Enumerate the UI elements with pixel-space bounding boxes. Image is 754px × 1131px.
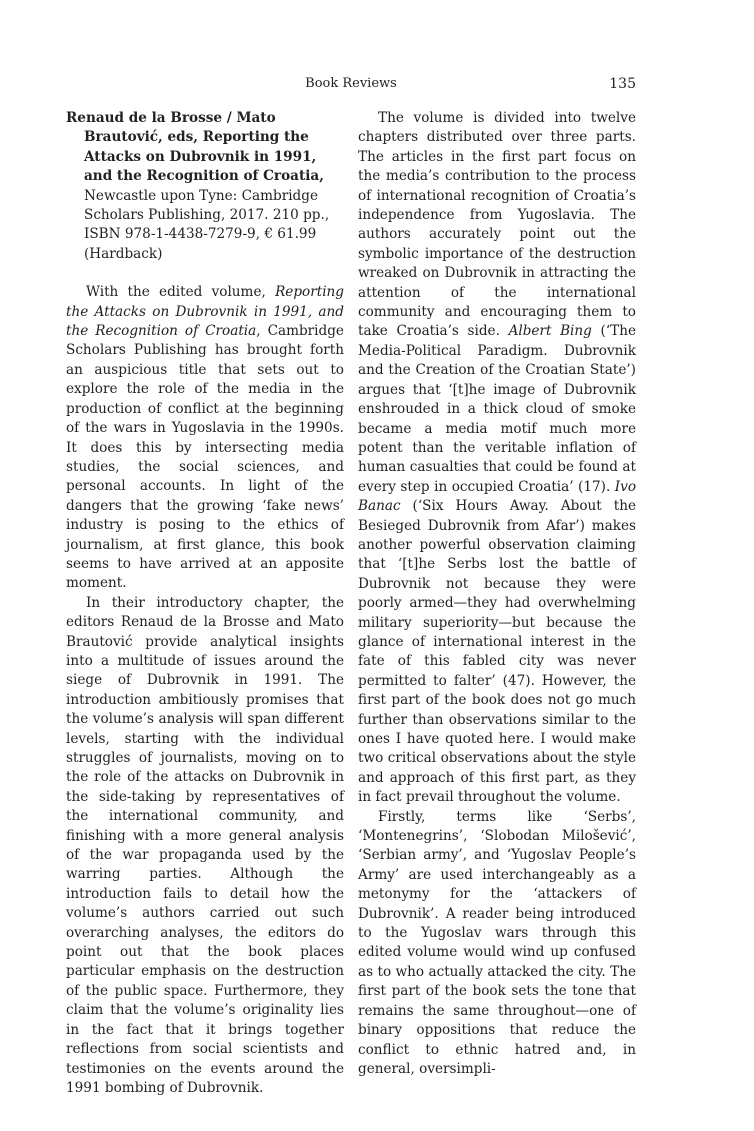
right-paragraph-1 [358,109,636,808]
left-p1-rest: , Cambridge Scholars Publishing has brought forth an auspicious title that sets out to explore the role of the media in the production of conflict at the beginning of the wars in Yugoslavia in the 1990s. It does this by intersecting media studies, the social sciences, and personal accounts. In light of the dangers that the growing ‘fake news’ industry is posing to the ethics of journalism, at first glance, this book seems to have arrived at an apposite moment. [66,323,344,592]
running-header [66,76,636,96]
left-p1-start: With the edited volume, [86,284,276,301]
right-column [358,109,636,1079]
page-number: 135 [609,76,636,92]
right-p1-start: The volume is divided into twelve chapters distributed over three parts. The articles in the first part focus on the media’s contribution to the process of international recognition of Croatia’s independence from Yugoslavia. The authors accurately point out the symbolic importance of the destruction wreaked on Dubrovnik in attracting the attention of the international community and encouraging them to take Croatia’s side. [358,110,636,340]
left-paragraph-2: In their introductory chapter, the editors Renaud de la Brosse and Mato Brautović provide analytical insights into a multitude of issues around the siege of Dubrovnik in 1991. The introduction ambitiously promises that the volume’s analysis will span different levels, starting with the individual struggles of journalists, moving on to the role of the attacks on Dubrovnik in the side-taking by representatives of the international community, and finishing with a more general analysis of the war propaganda used by the warring parties. Although the introduction fails to detail how the volume’s authors carried out such overarching analyses, the editors do point out that the book places particular emphasis on the destruction of the public space. Furthermore, they claim that the volume’s originality lies in the fact that it brings together reflections from social scientists and testimonies on the events around the 1991 bombing of Dubrovnik. [66,594,344,1096]
right-p1-mid: (‘The Media-Political Paradigm. Dubrovnik and the Creation of the Croatian State’) argues that ‘[t]he image of Dubrovnik enshrouded in a thick cloud of smoke became a media motif much more potent than the veritable inflation of human casualties that could be found at every step in occupied Croatia’ (17). [358,323,637,495]
citation-bold: Renaud de la Brosse / Mato Brautović, eds, Reporting the Attacks on Dubrovnik in 1991, and the Recognition of Croatia, [66,110,324,185]
right-p1-author-bing: Albert Bing [508,323,592,340]
left-paragraph-1 [66,283,344,594]
left-p1-book-title: Reporting the Attacks on Dubrovnik in 1991, and the Recognition of Croatia [66,284,344,340]
running-title: Book Reviews [305,76,397,91]
right-p1-author-banac: Ivo Banac [358,478,636,515]
citation-rest: Newcastle upon Tyne: Cambridge Scholars Publishing, 2017. 210 pp., ISBN 978-1-4438-7279-9, € 61.99 (Hardback) [84,187,330,262]
right-p1-rest: (‘Six Hours Away. About the Besieged Dubrovnik from Afar’) makes another powerful observation claiming that ‘[t]he Serbs lost the battle of Dubrovnik not because they were poorly armed—they had overwhelming military superiority—but because the glance of international interest in the fate of this fabled city was never permitted to falter’ (47). However, the first part of the book does not go much further than observations similar to the ones I have quoted here. I would make two critical observations about the style and approach of this first part, as they in fact prevail throughout the volume. [358,498,636,806]
right-paragraph-2: Firstly, terms like ‘Serbs’, ‘Montenegrins’, ‘Slobodan Milošević’, ‘Serbian army’, and ‘Yugoslav People’s Army’ are used interchangeably as a metonymy for the ‘attackers of Dubrovnik’. A reader being introduced to the Yugoslav wars through this edited volume would wind up confused as to who actually attacked the city. The first part of the book sets the tone that remains the same throughout—one of binary oppositions that reduce the conflict to ethnic hatred and, in general, oversimpli- [358,808,636,1077]
left-column [66,109,344,1098]
book-citation [66,109,344,264]
